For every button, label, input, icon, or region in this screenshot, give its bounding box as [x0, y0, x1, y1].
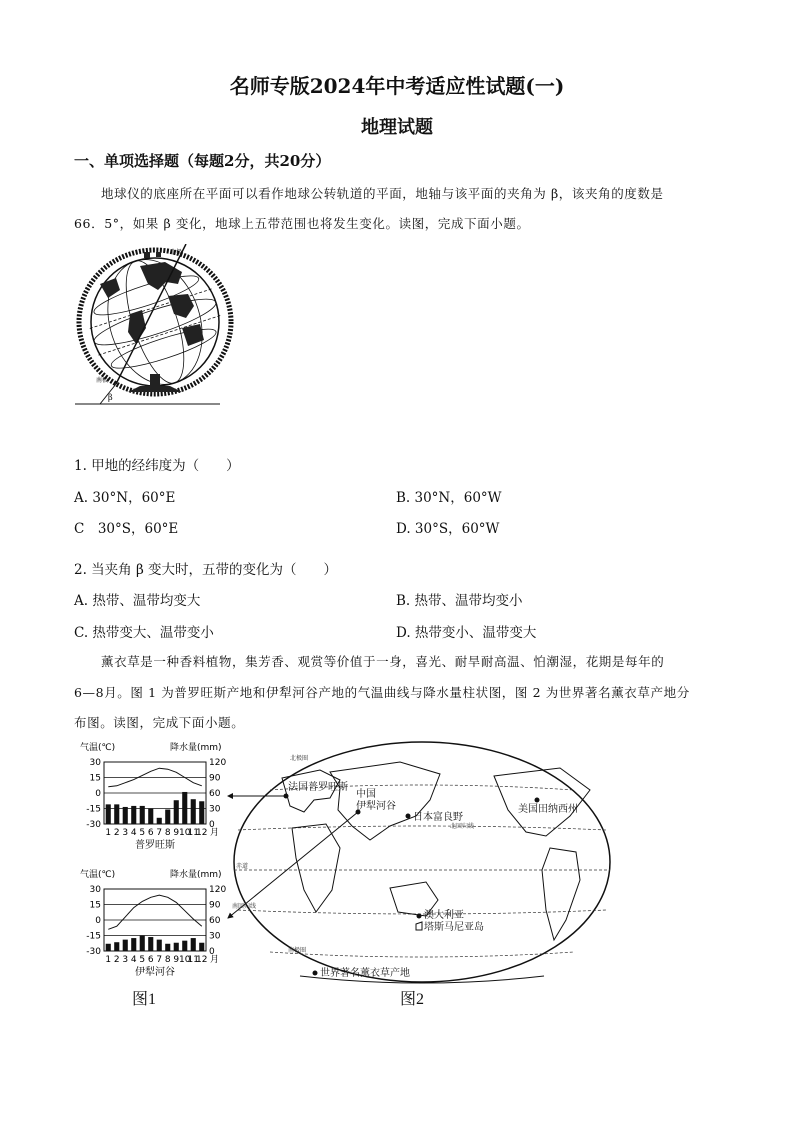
map-label-yili: 伊犁河谷 — [356, 801, 396, 812]
globe-illustration — [70, 244, 240, 408]
chart2-xtick: 9 — [173, 955, 180, 965]
chart2-temp-line — [108, 895, 202, 929]
q1-option-b[interactable]: B. 30°N，60°W — [396, 490, 502, 506]
chart2-xtick: 2 — [113, 955, 120, 965]
chart2-precip-bar — [106, 944, 111, 951]
chart1-precip-bar — [131, 806, 136, 824]
globe-south-label: 南极 — [96, 377, 109, 384]
chart1-y2label: 降水量(mm) — [170, 743, 222, 753]
chart2-xtick: 5 — [139, 955, 146, 965]
chart1-y2tick: 0 — [209, 820, 215, 830]
q1-option-d[interactable]: D. 30°S，60°W — [396, 521, 500, 537]
chart2-ytick: 15 — [89, 900, 101, 911]
chart1-xtick: 1 — [105, 828, 112, 838]
chart1-xtick: 10 — [179, 828, 191, 838]
chart1-precip-bar — [140, 806, 145, 824]
chart2-xtick: 11 — [187, 955, 199, 965]
q2-stem: 2. 当夹角 β 变大时，五带的变化为（ ） — [74, 562, 338, 578]
map-label-usa: 美国田纳西州 — [518, 804, 578, 815]
chart2-y2tick: 0 — [209, 947, 215, 957]
chart1-y2tick: 60 — [209, 789, 221, 799]
q1-option-a[interactable]: A. 30°N，60°E — [74, 490, 176, 506]
chart2-y2tick: 90 — [209, 900, 221, 911]
map-label-antarctic: 南极圈 — [288, 947, 307, 954]
chart2-xtick: 3 — [122, 955, 129, 965]
map-legend: 世界著名薰衣草产地 — [320, 968, 410, 979]
chart1-xtick: 7 — [156, 828, 163, 838]
map-label-tropic-n: 北回归线 — [450, 823, 475, 830]
q2-option-d[interactable]: D. 热带变小、温带变大 — [396, 625, 537, 641]
chart1-precip-bar — [106, 804, 111, 824]
chart1-precip-bar — [157, 818, 162, 824]
chart1-ytick: 30 — [89, 758, 101, 768]
chart1-xtick: 8 — [164, 828, 171, 838]
q2-option-c[interactable]: C. 热带变大、温带变小 — [74, 625, 214, 641]
chart1-precip-bar — [174, 800, 179, 824]
chart1-xtick: 3 — [122, 828, 129, 838]
chart1-y2tick: 120 — [209, 758, 227, 768]
chart1-precip-bar — [114, 804, 119, 824]
chart1-ytick: 0 — [95, 789, 101, 799]
chart2-xtick: 10 — [179, 955, 191, 965]
chart2-ytick: 30 — [89, 885, 101, 895]
intro2-line3: 布图。读图，完成下面小题。 — [74, 715, 245, 730]
chart2-y2tick: 60 — [209, 916, 221, 926]
map-label-equator: 赤道 — [236, 863, 249, 870]
chart1-ytick: 15 — [89, 773, 101, 784]
chart1-xunit: 月 — [210, 828, 220, 838]
map-label-tasmania: 塔斯马尼亚岛 — [424, 922, 484, 933]
chart2-xtick: 1 — [105, 955, 112, 965]
figure2-caption: 图2 — [400, 991, 425, 1008]
chart1-xtick: 12 — [196, 828, 208, 838]
section-heading: 一、单项选择题（每题2分，共20分） — [74, 152, 331, 170]
chart2-precip-bar — [123, 940, 128, 951]
intro1-line1: 地球仪的底座所在平面可以看作地球公转轨道的平面，地轴与该平面的夹角为 β，该夹角的度数是 — [101, 186, 664, 201]
chart2-precip-bar — [140, 936, 145, 952]
chart2-precip-bar — [114, 942, 119, 951]
map-label-arctic: 北极圈 — [290, 755, 309, 762]
chart2-y2tick: 30 — [209, 931, 221, 942]
chart1-ylabel: 气温(℃) — [80, 743, 116, 753]
chart1-precip-bar — [148, 809, 153, 825]
chart1-precip-bar — [182, 792, 187, 824]
q2-option-a[interactable]: A. 热带、温带均变大 — [74, 593, 201, 609]
connector-arrows — [220, 780, 370, 920]
chart2-precip-bar — [199, 943, 204, 951]
chart2-xtick: 7 — [156, 955, 163, 965]
q1-option-c[interactable]: C 30°S，60°E — [74, 521, 179, 537]
intro2-line1: 薰衣草是一种香料植物，集芳香、观赏等价值于一身，喜光、耐旱耐高温、怕潮湿，花期是每年的 — [101, 654, 665, 669]
chart1-title: 普罗旺斯 — [135, 840, 175, 851]
chart1-precip-bar — [199, 801, 204, 824]
chart2-precip-bar — [191, 938, 196, 951]
page-subtitle: 地理试题 — [361, 117, 433, 138]
chart2-ylabel: 气温(℃) — [80, 870, 116, 880]
chart2-ytick: 0 — [95, 916, 101, 926]
chart2-xtick: 12 — [196, 955, 208, 965]
map-label-japan: 日本富良野 — [413, 812, 463, 823]
intro1-line2: 66．5°，如果 β 变化，地球上五带范围也将发生变化。读图，完成下面小题。 — [74, 216, 530, 231]
chart1-xtick: 6 — [147, 828, 154, 838]
chart2-precip-bar — [148, 937, 153, 951]
chart1-xtick: 2 — [113, 828, 120, 838]
chart2-precip-bar — [174, 943, 179, 951]
map-label-china: 中国 — [356, 789, 376, 800]
chart2-y2tick: 120 — [209, 885, 227, 895]
page-title: 名师专版2024年中考适应性试题(一) — [229, 74, 565, 98]
map-label-australia: 澳大利亚 — [424, 910, 464, 921]
chart2-precip-bar — [165, 944, 170, 951]
chart2-xtick: 4 — [130, 955, 137, 965]
chart2-precip-bar — [182, 941, 187, 951]
chart1-y2tick: 30 — [209, 804, 221, 815]
chart1-precip-bar — [191, 799, 196, 824]
climate-chart-provence — [76, 740, 236, 852]
chart2-ytick: -30 — [86, 947, 101, 957]
chart2-ytick: -15 — [86, 931, 101, 942]
map-label-france: 法国普罗旺斯 — [288, 782, 348, 793]
chart1-xtick: 5 — [139, 828, 146, 838]
figure1-caption: 图1 — [132, 991, 157, 1008]
q2-option-b[interactable]: B. 热带、温带均变小 — [396, 593, 523, 609]
chart1-xtick: 4 — [130, 828, 137, 838]
chart1-xtick: 9 — [173, 828, 180, 838]
globe-beta-label: β — [108, 393, 113, 402]
q1-stem: 1. 甲地的经纬度为（ ） — [74, 458, 240, 474]
chart2-xtick: 8 — [164, 955, 171, 965]
chart2-title: 伊犁河谷 — [135, 967, 175, 978]
chart2-xtick: 6 — [147, 955, 154, 965]
chart2-xunit: 月 — [210, 955, 220, 965]
chart2-precip-bar — [157, 940, 162, 951]
chart1-precip-bar — [123, 807, 128, 824]
chart2-precip-bar — [131, 938, 136, 951]
intro2-line2: 6—8月。图 1 为普罗旺斯产地和伊犁河谷产地的气温曲线与降水量柱状图，图 2 为世界著名薰衣草产地分 — [74, 685, 690, 700]
globe-north-label: 北极 — [170, 249, 183, 256]
chart2-y2label: 降水量(mm) — [170, 870, 222, 880]
chart1-xtick: 11 — [187, 828, 199, 838]
chart1-precip-bar — [165, 810, 170, 824]
chart1-ytick: -15 — [86, 804, 101, 815]
map-label-tropic-s: 南回归线 — [232, 903, 257, 910]
climate-chart-yili — [76, 867, 236, 979]
chart1-ytick: -30 — [86, 820, 101, 830]
chart1-y2tick: 90 — [209, 773, 221, 784]
